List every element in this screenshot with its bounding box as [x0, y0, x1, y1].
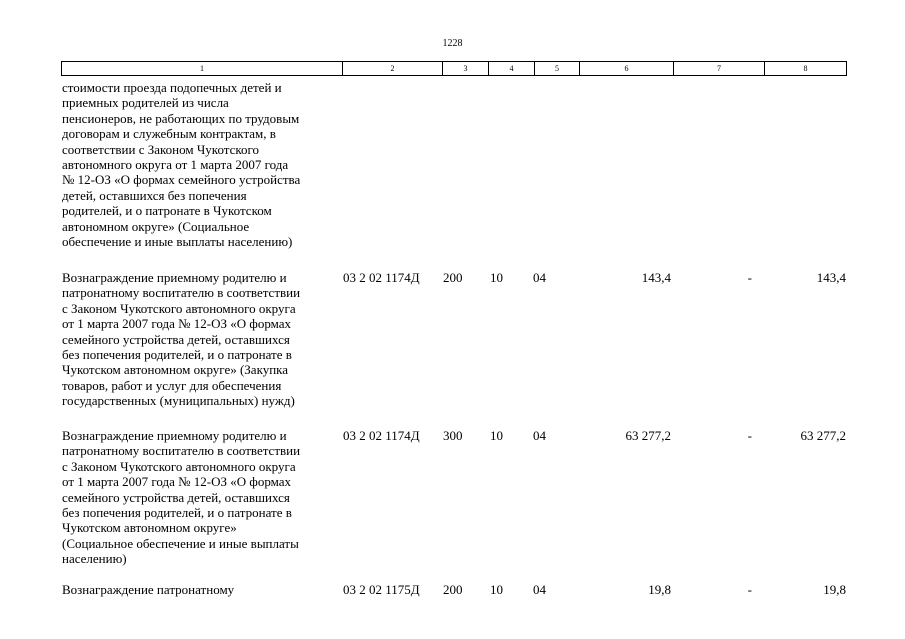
row-section: 10	[490, 270, 503, 285]
row-target-code: 03 2 02 1175Д	[343, 582, 420, 597]
row-amount: 19,8	[648, 582, 671, 597]
row-expense-type: 200	[443, 270, 463, 285]
row-amount: 63 277,2	[625, 428, 671, 443]
header-cell-1: 1	[200, 64, 204, 73]
row-target-code: 03 2 02 1174Д	[343, 270, 420, 285]
header-cell-5: 5	[555, 64, 559, 73]
row-description: Вознаграждение патронатному	[62, 582, 235, 597]
row-change: -	[747, 270, 752, 285]
header-cell-8: 8	[803, 64, 808, 73]
row-description: Вознаграждение приемному родителю и патронатному воспитателю в соответствии с Законом Чукотского автономного округа от 1 марта 2007 года № 12-ОЗ «О формах семейного устройства детей, оставшихся без попечения родителей, и о патронате в Чукотском автономном округе» (Закупка товаров, работ и услуг для обеспечения государственных (муниципальных) нужд)	[62, 270, 301, 409]
header-cell-4: 4	[509, 64, 514, 73]
row-expense-type: 200	[443, 582, 463, 597]
header-cell-2: 2	[390, 64, 395, 73]
header-cell-6: 6	[624, 64, 629, 73]
row-subsection: 04	[533, 582, 546, 597]
row-subsection: 04	[533, 270, 546, 285]
row-total: 143,4	[816, 270, 846, 285]
row-total: 63 277,2	[800, 428, 846, 443]
row-description: Вознаграждение приемному родителю и патронатному воспитателю в соответствии с Законом Чукотского автономного округа от 1 марта 2007 года № 12-ОЗ «О формах семейного устройства детей, оставшихся без попечения родителей, и о патронате в Чукотском автономном округе» (Социальное обеспечение и иные выплаты населению)	[62, 428, 301, 567]
table-header	[61, 61, 847, 76]
header-cell-7: 7	[717, 64, 721, 73]
page-number: 1228	[442, 38, 463, 49]
row-section: 10	[490, 428, 503, 443]
row-target-code: 03 2 02 1174Д	[343, 428, 420, 443]
header-cell-3: 3	[463, 64, 468, 73]
row-amount: 143,4	[641, 270, 671, 285]
row-description: стоимости проезда подопечных детей и приемных родителей из числа пенсионеров, не работающих по трудовым договорам и служебным контрактам, в соответствии с Законом Чукотского автономного округа от 1 марта 2007 года № 12-ОЗ «О формах семейного устройства детей, оставшихся без попечения родителей, и о патронате в Чукотском автономном округе» (Социальное обеспечение и иные выплаты населению)	[62, 80, 301, 250]
row-section: 10	[490, 582, 503, 597]
row-change: -	[747, 582, 752, 597]
row-total: 19,8	[823, 582, 846, 597]
row-change: -	[747, 428, 752, 443]
row-expense-type: 300	[443, 428, 463, 443]
row-subsection: 04	[533, 428, 546, 443]
